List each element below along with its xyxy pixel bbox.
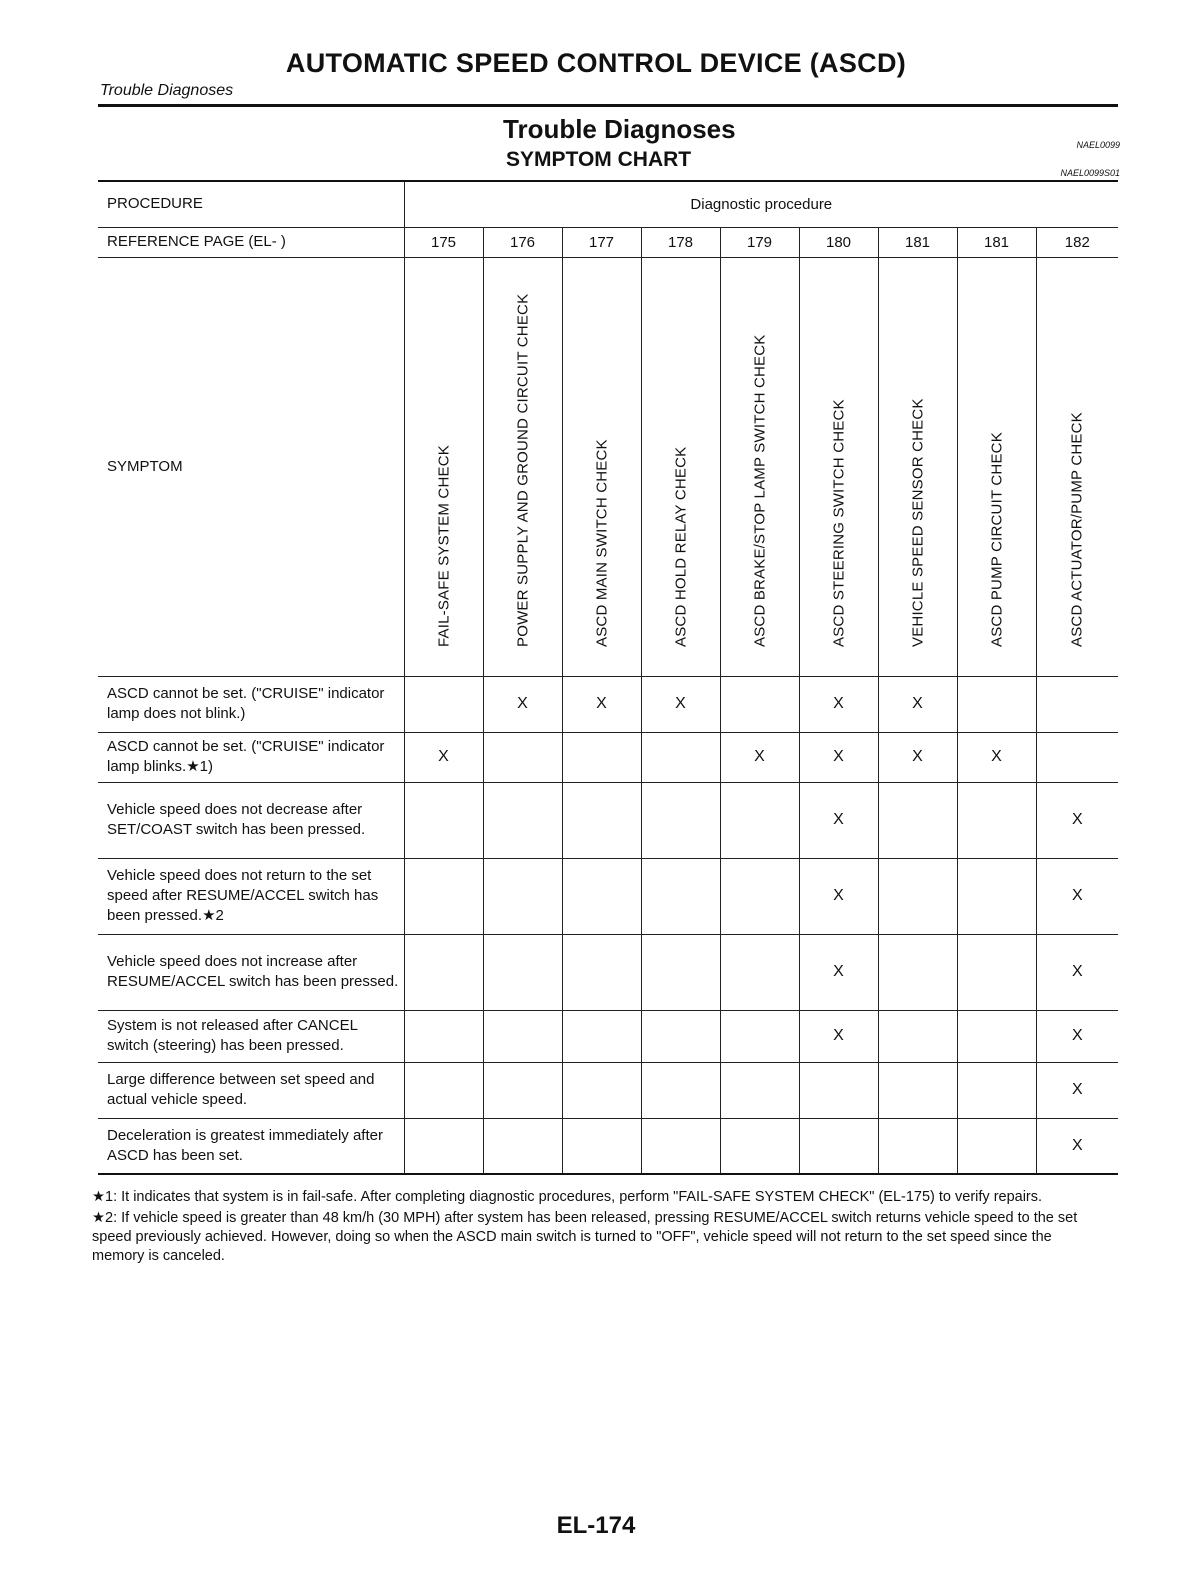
check-mark-cell: X: [1036, 782, 1118, 858]
check-mark-cell: [404, 676, 483, 732]
check-mark-cell: [404, 858, 483, 934]
procedure-name: ASCD HOLD RELAY CHECK: [672, 446, 689, 647]
symptom-row: [98, 676, 1118, 732]
check-mark-cell: [562, 732, 641, 782]
check-mark-cell: X: [799, 676, 878, 732]
check-mark-cell: X: [1036, 1062, 1118, 1118]
check-mark-cell: X: [799, 732, 878, 782]
procedure-name-cell: [641, 257, 720, 676]
check-mark-cell: [404, 782, 483, 858]
check-mark-cell: [957, 1010, 1036, 1062]
procedure-name: VEHICLE SPEED SENSOR CHECK: [909, 397, 926, 647]
reference-page-cell: 175: [404, 227, 483, 257]
procedure-name: FAIL-SAFE SYSTEM CHECK: [435, 444, 452, 647]
check-mark-cell: X: [483, 676, 562, 732]
diagnostic-procedure-header: Diagnostic procedure: [404, 181, 1118, 227]
check-mark-cell: X: [404, 732, 483, 782]
header-rule: [98, 104, 1118, 107]
check-mark-cell: X: [1036, 1010, 1118, 1062]
procedure-names-row: [98, 257, 1118, 676]
section-title: Trouble Diagnoses: [503, 114, 736, 144]
check-mark-cell: [562, 1062, 641, 1118]
check-mark-cell: [720, 782, 799, 858]
check-mark-cell: X: [1036, 1118, 1118, 1174]
check-mark-cell: [1036, 676, 1118, 732]
check-mark-cell: [562, 1010, 641, 1062]
check-mark-cell: [562, 934, 641, 1010]
symptom-text: Large difference between set speed and actual vehicle speed.: [107, 1071, 375, 1108]
check-mark-cell: X: [799, 782, 878, 858]
check-mark-cell: [404, 934, 483, 1010]
check-mark-cell: [878, 1118, 957, 1174]
page-number: EL-174: [556, 1512, 636, 1539]
check-mark-cell: [799, 1062, 878, 1118]
check-mark-cell: X: [1036, 858, 1118, 934]
check-mark-cell: X: [799, 1010, 878, 1062]
check-mark-cell: [483, 934, 562, 1010]
check-mark-cell: [878, 782, 957, 858]
check-mark-cell: X: [720, 732, 799, 782]
check-mark-cell: X: [1036, 934, 1118, 1010]
check-mark-cell: X: [799, 934, 878, 1010]
check-mark-cell: [483, 1010, 562, 1062]
section-label: Trouble Diagnoses: [100, 82, 234, 99]
reference-page-row: [98, 227, 1118, 257]
symptom-text: Vehicle speed does not return to the set speed after RESUME/ACCEL switch has been pressed.★2: [107, 867, 379, 924]
check-mark-cell: [1036, 732, 1118, 782]
check-mark-cell: [878, 934, 957, 1010]
symptom-row: [98, 732, 1118, 782]
symptom-chart-table: [98, 180, 1118, 1175]
procedure-name: POWER SUPPLY AND GROUND CIRCUIT CHECK: [514, 293, 531, 647]
check-mark-cell: [483, 1062, 562, 1118]
check-mark-cell: [878, 1010, 957, 1062]
check-mark-cell: [720, 1062, 799, 1118]
check-mark-cell: [641, 858, 720, 934]
chart-title: SYMPTOM CHART: [506, 148, 692, 171]
procedure-name-cell: [483, 257, 562, 676]
reference-page-cell: 177: [562, 227, 641, 257]
symptom-row: [98, 1062, 1118, 1118]
procedure-name-cell: [404, 257, 483, 676]
procedure-name-cell: [799, 257, 878, 676]
check-mark-cell: [720, 934, 799, 1010]
check-mark-cell: [720, 676, 799, 732]
symptom-text: Deceleration is greatest immediately after ASCD has been set.: [107, 1126, 383, 1164]
footnotes: [92, 1188, 1108, 1268]
reference-code: NAEL0099: [1076, 140, 1120, 150]
check-mark-cell: [404, 1062, 483, 1118]
check-mark-cell: X: [641, 676, 720, 732]
check-mark-cell: [957, 782, 1036, 858]
procedure-name-cell: [878, 257, 957, 676]
check-mark-cell: X: [878, 732, 957, 782]
check-mark-cell: [483, 1118, 562, 1174]
symptom-text: Vehicle speed does not increase after RESUME/ACCEL switch has been pressed.: [107, 953, 399, 990]
check-mark-cell: X: [799, 858, 878, 934]
reference-page-cell: 176: [483, 227, 562, 257]
check-mark-cell: [720, 858, 799, 934]
check-mark-cell: X: [957, 732, 1036, 782]
procedure-name-cell: [720, 257, 799, 676]
check-mark-cell: [562, 858, 641, 934]
reference-page-label: REFERENCE PAGE (EL- ): [107, 233, 286, 250]
procedure-name-cell: [1036, 257, 1118, 676]
check-mark-cell: [483, 858, 562, 934]
reference-page-cell: 181: [878, 227, 957, 257]
check-mark-cell: [878, 858, 957, 934]
check-mark-cell: [957, 1118, 1036, 1174]
procedure-label: PROCEDURE: [107, 195, 203, 213]
check-mark-cell: [720, 1118, 799, 1174]
symptom-row: [98, 1010, 1118, 1062]
check-mark-cell: [957, 934, 1036, 1010]
reference-page-cell: 180: [799, 227, 878, 257]
reference-page-cell: 181: [957, 227, 1036, 257]
reference-code: NAEL0099S01: [1060, 168, 1120, 178]
procedure-name: ASCD ACTUATOR/PUMP CHECK: [1068, 411, 1086, 647]
check-mark-cell: [878, 1062, 957, 1118]
check-mark-cell: [720, 1010, 799, 1062]
check-mark-cell: [641, 782, 720, 858]
check-mark-cell: [483, 732, 562, 782]
procedure-name-cell: [957, 257, 1036, 676]
reference-page-cell: 179: [720, 227, 799, 257]
procedure-row: [98, 181, 1118, 227]
check-mark-cell: [641, 732, 720, 782]
check-mark-cell: [957, 676, 1036, 732]
reference-page-cell: 182: [1036, 227, 1118, 257]
symptom-row: [98, 782, 1118, 858]
reference-page-cell: 178: [641, 227, 720, 257]
check-mark-cell: [562, 1118, 641, 1174]
symptom-text: Vehicle speed does not decrease after SET/COAST switch has been pressed.: [107, 801, 366, 838]
procedure-name: ASCD PUMP CIRCUIT CHECK: [988, 431, 1005, 647]
check-mark-cell: [799, 1118, 878, 1174]
symptom-text: ASCD cannot be set. ("CRUISE" indicator lamp blinks.★1): [107, 738, 385, 775]
check-mark-cell: [641, 934, 720, 1010]
procedure-name: ASCD MAIN SWITCH CHECK: [593, 438, 610, 647]
check-mark-cell: [404, 1118, 483, 1174]
check-mark-cell: [641, 1118, 720, 1174]
footnote-1: ★1: It indicates that system is in fail-safe. After completing diagnostic procedures, perform "FAIL-SAFE SYSTEM CHECK" (EL-175) to verify repairs.: [92, 1189, 1043, 1205]
check-mark-cell: X: [878, 676, 957, 732]
procedure-name: ASCD STEERING SWITCH CHECK: [830, 398, 847, 647]
symptom-text: ASCD cannot be set. ("CRUISE" indicator lamp does not blink.): [107, 685, 385, 722]
symptom-text: System is not released after CANCEL switch (steering) has been pressed.: [107, 1017, 358, 1054]
procedure-name-cell: [562, 257, 641, 676]
check-mark-cell: [641, 1010, 720, 1062]
footnote-2: ★2: If vehicle speed is greater than 48 km/h (30 MPH) after system has been released, pressing RESUME/ACCEL switch returns vehicle speed to the set speed previously achieved. However, doing so when the ASCD main switch is turned to "OFF", vehicle speed will not return to the set speed since the memory is canceled.: [92, 1210, 1078, 1264]
check-mark-cell: [957, 1062, 1036, 1118]
check-mark-cell: X: [562, 676, 641, 732]
page-title: AUTOMATIC SPEED CONTROL DEVICE (ASCD): [285, 48, 907, 78]
check-mark-cell: [404, 1010, 483, 1062]
check-mark-cell: [562, 782, 641, 858]
symptom-row: [98, 934, 1118, 1010]
symptom-row: [98, 858, 1118, 934]
symptom-row: [98, 1118, 1118, 1174]
symptom-label: SYMPTOM: [107, 457, 183, 475]
check-mark-cell: [957, 858, 1036, 934]
check-mark-cell: [483, 782, 562, 858]
check-mark-cell: [641, 1062, 720, 1118]
procedure-name: ASCD BRAKE/STOP LAMP SWITCH CHECK: [751, 333, 768, 647]
